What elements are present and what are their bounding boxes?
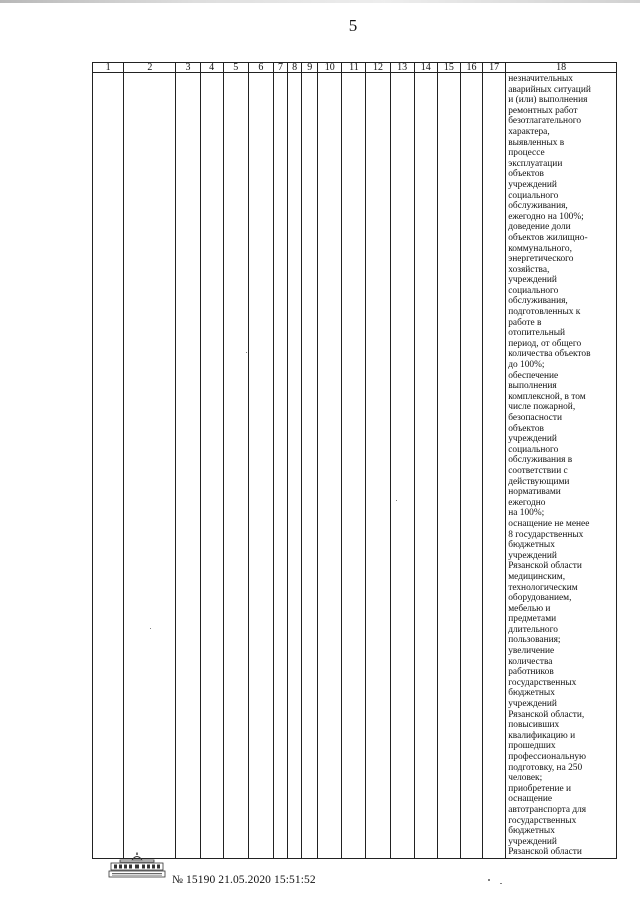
col18-text-line: обслуживания, [508, 296, 568, 307]
column-header-1: 1 [93, 63, 124, 73]
scan-speck [500, 883, 502, 884]
col18-text-line: обслуживания, [508, 201, 568, 212]
col18-text-line: государственных [508, 815, 577, 826]
col18-text-line: выявленных в [508, 137, 565, 148]
empty-cell-col-1 [93, 73, 124, 859]
empty-cell-col-14 [414, 73, 437, 859]
col18-text-line: коммунального, [508, 243, 572, 254]
col18-text-line: социального [508, 444, 559, 455]
col18-text-line: социального [508, 190, 559, 201]
col18-text-line: автотранспорта для [508, 804, 587, 815]
col18-text-line: предметами [508, 614, 557, 625]
empty-cell-col-7 [274, 73, 288, 859]
col18-text-line: количества [508, 656, 553, 667]
col18-text-line: характера, [508, 126, 550, 137]
col18-text-line: количества объектов [508, 349, 591, 360]
column-header-8: 8 [288, 63, 302, 73]
column-header-13: 13 [390, 63, 414, 73]
col18-text-line: безотлагательного [508, 116, 582, 127]
col18-text-line: период, от общего [508, 338, 582, 349]
col18-text-line: 8 государственных [508, 529, 584, 540]
col18-text-line: государственных [508, 677, 577, 688]
col18-text-line: процессе [508, 148, 545, 159]
column-header-15: 15 [437, 63, 460, 73]
col18-text-line: пользования; [508, 635, 561, 646]
col18-text-line: человек; [508, 773, 543, 784]
col18-text-line: повысивших [508, 720, 560, 731]
col18-text-line: бюджетных [508, 826, 555, 837]
empty-cell-col-5 [223, 73, 248, 859]
col18-text-line: работников [508, 667, 554, 678]
col18-text-line: оснащение не менее [508, 518, 590, 529]
col18-text-line: прошедших [508, 741, 556, 752]
col18-text-line: длительного [508, 624, 558, 635]
empty-cell-col-3 [176, 73, 200, 859]
col18-text-line: действующими [508, 476, 570, 487]
empty-cell-col-15 [437, 73, 460, 859]
scan-speck [396, 500, 397, 501]
column-header-5: 5 [223, 63, 248, 73]
col18-text-line: квалификацию и [508, 730, 576, 741]
column-header-16: 16 [460, 63, 482, 73]
col18-text-line: учреждений [508, 434, 557, 445]
scan-speck [150, 628, 151, 629]
column-header-11: 11 [342, 63, 366, 73]
column-header-2: 2 [124, 63, 176, 73]
col18-text-line: комплексной, в том [508, 391, 586, 402]
empty-cell-col-2 [124, 73, 176, 859]
registration-stamp: № 15190 21.05.2020 15:51:52 [172, 874, 316, 886]
col18-text-line: соответствии с [508, 465, 568, 476]
col18-text-line: безопасности [508, 413, 563, 423]
column-header-4: 4 [200, 63, 223, 73]
col18-text-line: выполнения [508, 381, 557, 392]
column-18-cell [506, 73, 617, 859]
col18-text-line: нормативами [508, 487, 561, 498]
empty-cell-col-9 [302, 73, 318, 859]
col18-text-line: отопительный [508, 328, 566, 339]
column-header-10: 10 [318, 63, 342, 73]
col18-text-line: ежегодно [508, 497, 546, 508]
col18-text-line: учреждений [508, 699, 557, 710]
col18-text-line: учреждений [508, 550, 557, 561]
column-header-18: 18 [506, 63, 617, 73]
table-header-row [93, 63, 617, 73]
empty-cell-col-12 [366, 73, 390, 859]
program-table [92, 62, 617, 858]
scan-speck [246, 352, 247, 353]
empty-cell-col-16 [460, 73, 482, 859]
scan-top-edge [0, 0, 640, 3]
empty-cell-col-17 [483, 73, 506, 859]
col18-text-line: хозяйства, [508, 264, 550, 275]
col18-text-line: объектов [508, 423, 544, 434]
col18-text-line: Рязанской области [508, 847, 582, 858]
empty-cell-col-13 [390, 73, 414, 859]
col18-text-line: учреждений [508, 836, 557, 847]
empty-cell-col-10 [318, 73, 342, 859]
col18-text-line: ремонтных работ [508, 105, 578, 116]
col18-text-line: обеспечение [508, 370, 559, 381]
column-header-7: 7 [274, 63, 288, 73]
col18-text-line: энергетического [508, 254, 574, 265]
col18-text-line: Рязанской области, [508, 709, 585, 720]
col18-text-line: незначительных [508, 74, 573, 84]
table-body-row [93, 73, 617, 859]
column-header-14: 14 [414, 63, 437, 73]
col18-text-line: эксплуатации [508, 158, 563, 169]
col18-text-line: доведение доли [508, 222, 571, 233]
col18-text-line: работе в [508, 317, 542, 328]
col18-text-line: увеличение [508, 646, 555, 657]
col18-text-line: оснащение [508, 794, 553, 805]
column-header-12: 12 [366, 63, 390, 73]
col18-text-line: бюджетных [508, 688, 555, 699]
col18-text-line: и (или) выполнения [508, 95, 588, 106]
column-header-3: 3 [176, 63, 200, 73]
col18-text-line: учреждений [508, 275, 557, 286]
column-header-6: 6 [248, 63, 273, 73]
col18-text-line: обслуживания в [508, 455, 573, 466]
col18-text-line: социального [508, 285, 559, 296]
empty-cell-col-4 [200, 73, 223, 859]
col18-text-line: аварийных ситуаций [508, 84, 591, 95]
column-header-9: 9 [302, 63, 318, 73]
col18-text-line: медицинским, [508, 571, 566, 582]
page-number: 5 [348, 16, 358, 35]
col18-text-line: профессиональную [508, 752, 587, 762]
col18-text-line: мебелью и [508, 603, 551, 614]
col18-text-line: до 100%; [508, 360, 545, 371]
col18-text-line: числе пожарной, [508, 402, 576, 413]
col18-text-line: объектов жилищно- [508, 232, 588, 243]
emblem-logo [108, 852, 166, 878]
col18-text-line: ежегодно на 100%; [508, 211, 584, 222]
col18-text-line: приобретение и [508, 783, 572, 794]
col18-text-line: бюджетных [508, 540, 555, 551]
empty-cell-col-11 [342, 73, 366, 859]
col18-text-line: Рязанской области [508, 561, 582, 572]
empty-cell-col-6 [248, 73, 273, 859]
col18-text-line: подготовленных к [508, 307, 581, 318]
col18-text-line: объектов [508, 169, 544, 180]
col18-text-line: на 100%; [508, 508, 545, 519]
col18-text-line: учреждений [508, 179, 557, 190]
col18-text-line: технологическим [508, 582, 578, 593]
col18-text-line: оборудованием, [508, 593, 572, 604]
column-header-17: 17 [483, 63, 506, 73]
col18-text-line: подготовку, на 250 [508, 762, 583, 773]
empty-cell-col-8 [288, 73, 302, 859]
program-table-grid [92, 62, 617, 859]
scan-speck [488, 879, 490, 881]
